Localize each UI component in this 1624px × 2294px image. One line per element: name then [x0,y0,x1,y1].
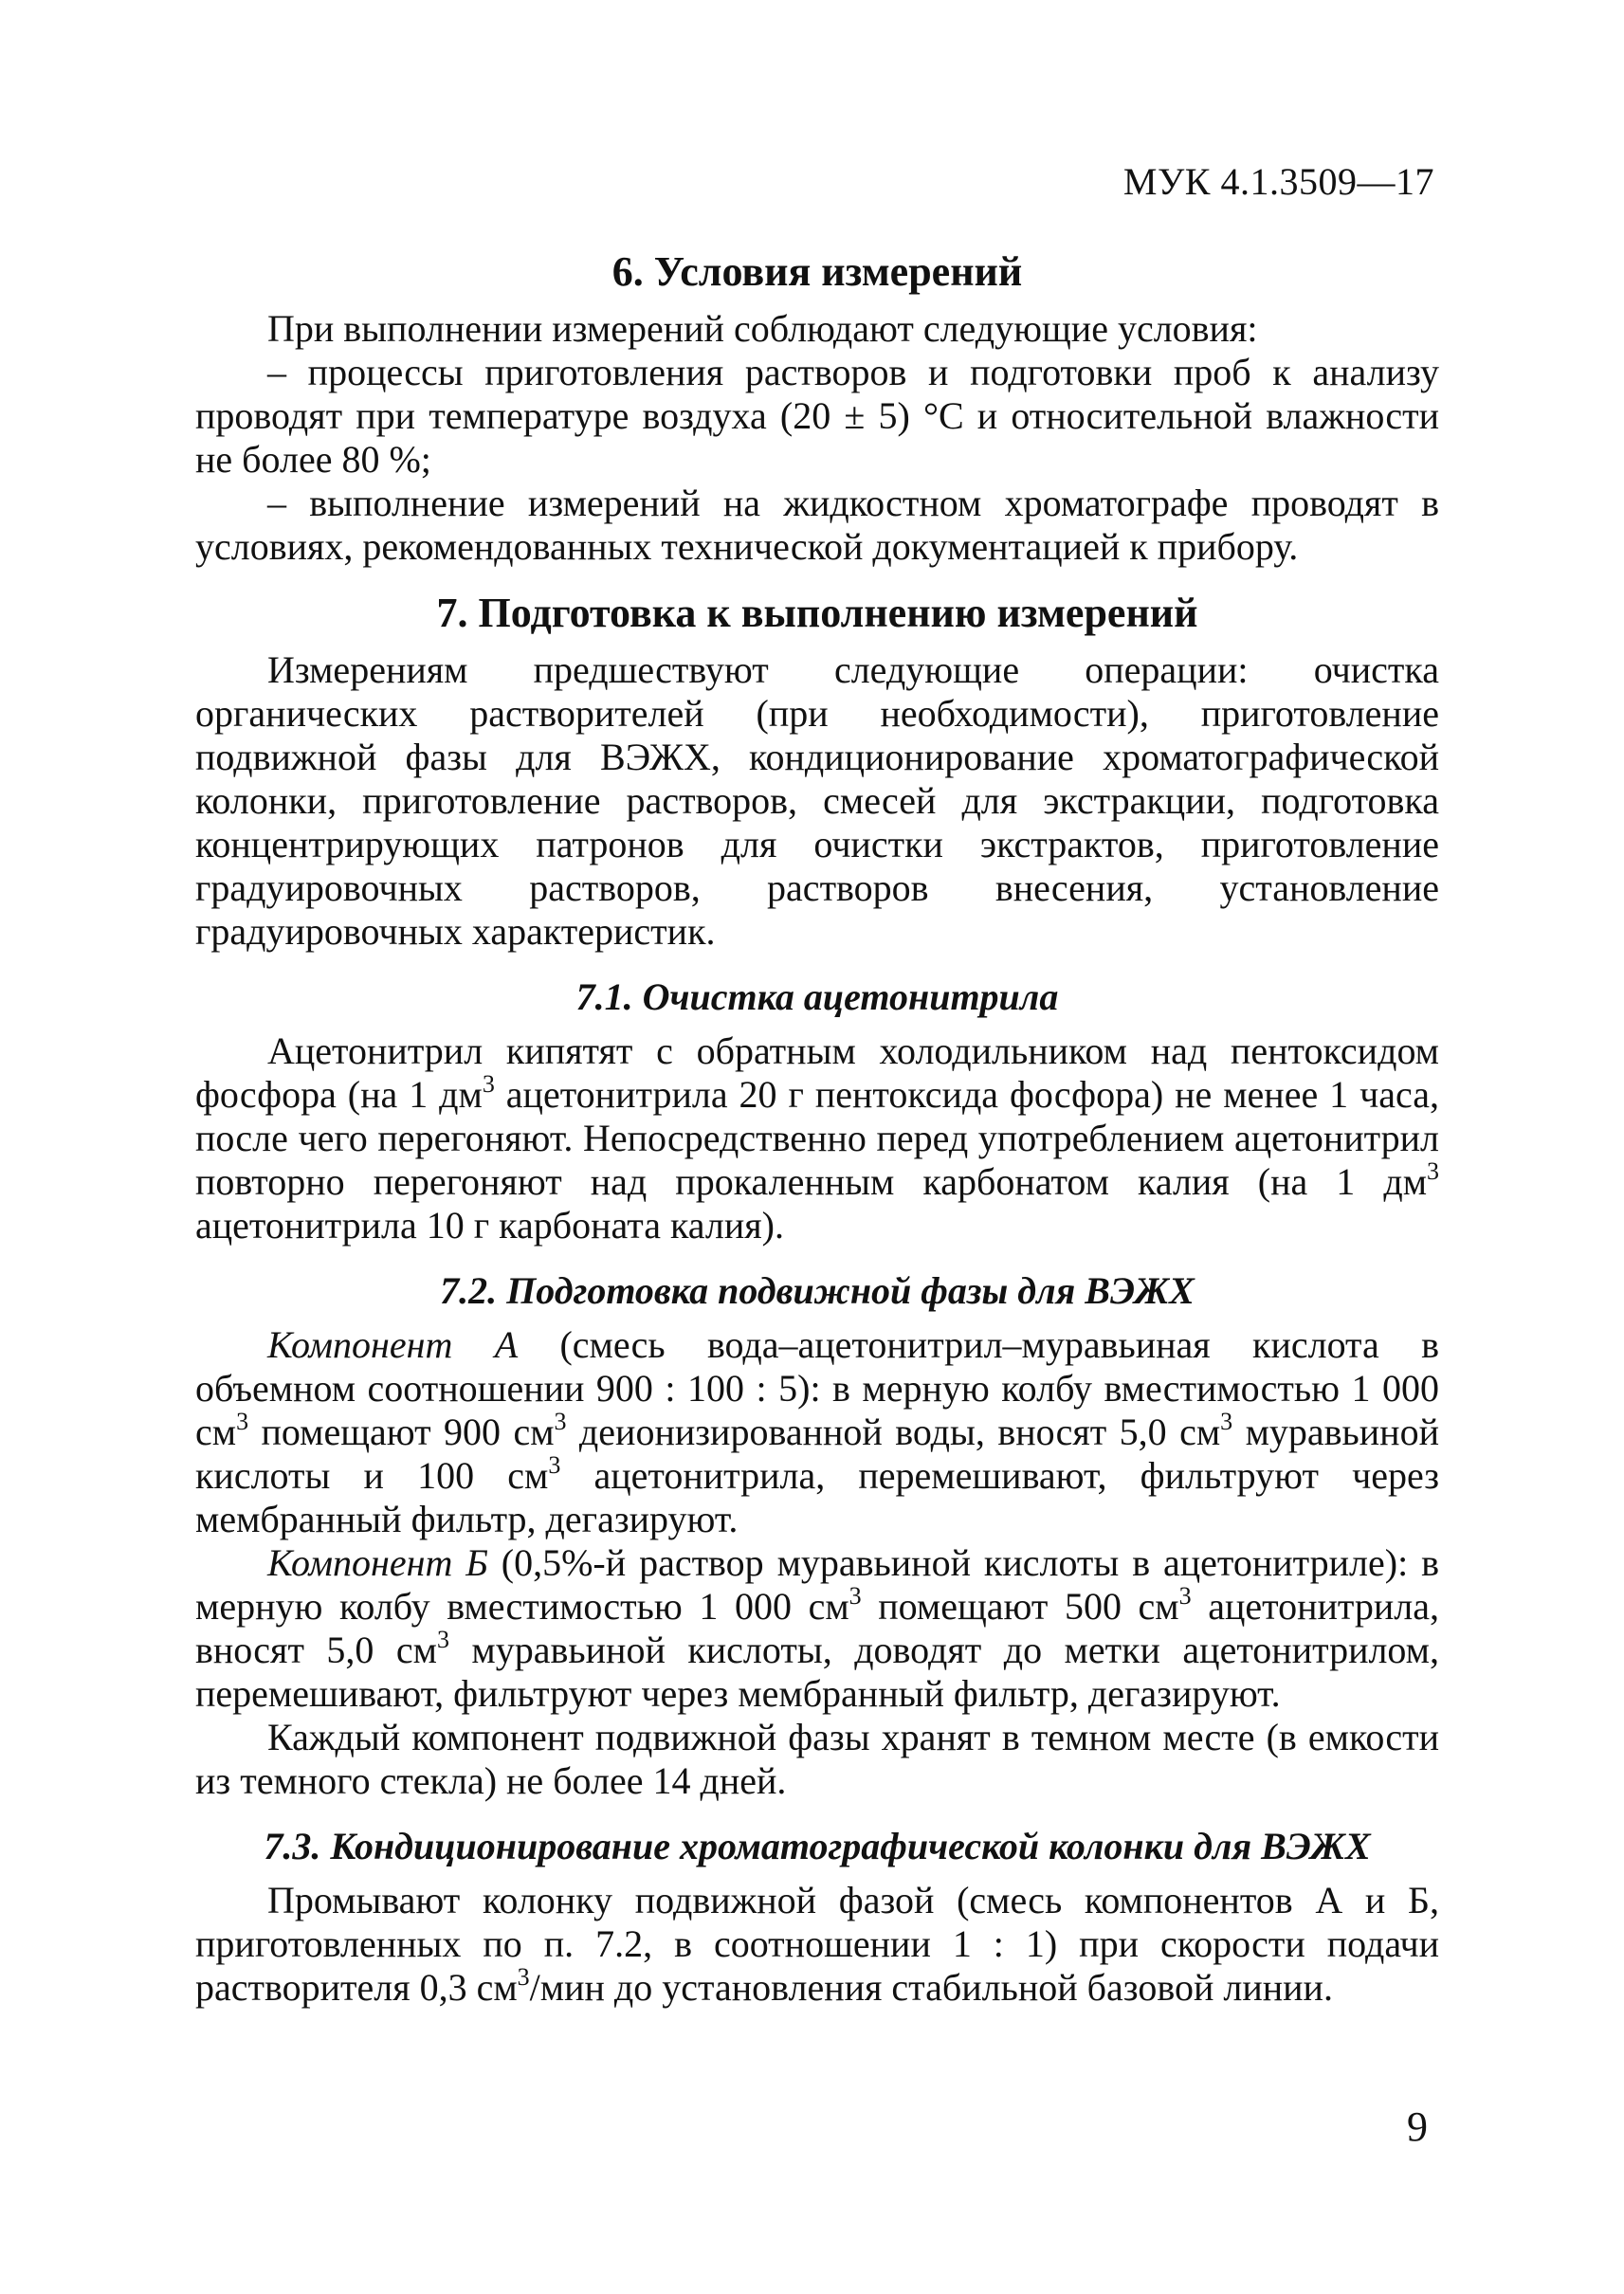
component-b-paragraph: Компонент Б (0,5%-й раствор муравьиной кислоты в ацетонитриле): в мерную колбу вместимостью 1 000 $см^3$ помещают 500 $см^3$ ацетонитрила, вносят 5,0 $см^3$ муравьиной кислоты, доводят до метки ацетонитрилом, перемешивают, фильтруют через мембранный фильтр, дегазируют. [195,1541,1439,1715]
subsection-7-2-title: 7.2. Подготовка подвижной фазы для ВЭЖХ [440,1269,1195,1312]
section-7-title: 7. Подготовка к выполнению измерений [436,590,1198,636]
subsection-7-3-paragraph: Промывают колонку подвижной фазой (смесь компонентов А и Б, приготовленных по п. 7.2, в соотношении 1 : 1) при скорости подачи растворителя 0,3 $см^3$/мин до установления стабильной базовой линии. [195,1879,1439,2009]
section-6-item-2: – выполнение измерений на жидкостном хроматографе проводят в условиях, рекомендованных технической документацией к прибору. [195,482,1439,568]
storage-paragraph: Каждый компонент подвижной фазы хранят в темном месте (в емкости из темного стекла) не более 14 дней. [195,1716,1439,1802]
section-6-intro: При выполнении измерений соблюдают следующие условия: [267,307,1258,350]
section-6-title: 6. Условия измерений [611,248,1023,295]
page-number: 9 [1407,2103,1428,2150]
component-a-paragraph: Компонент А (смесь вода–ацетонитрил–муравьиная кислота в объемном соотношении 900 : 100 : 5): в мерную колбу вместимостью 1 000 $см^3$ помещают 900 $см^3$ деионизированной воды, вносят 5,0 $см^3$ муравьиной кислоты и 100 $см^3$ ацетонитрила, перемешивают, фильтруют через мембранный фильтр, дегазируют. [195,1323,1440,1540]
section-7-intro: Измерениям предшествуют следующие операции: очистка органических растворителей (при необходимости), приготовление подвижной фазы для ВЭЖХ, кондиционирование хроматографической колонки, приготовление растворов, смесей для экстракции, подготовка концентрирующих патронов для очистки экстрактов, приготовление градуировочных растворов, растворов внесения, установление градуировочных характеристик. [195,648,1439,953]
document-code: МУК 4.1.3509—17 [1122,160,1434,203]
subsection-7-1-title: 7.1. Очистка ацетонитрила [575,975,1059,1018]
subsection-7-1-paragraph: Ацетонитрил кипятят с обратным холодильником над пентоксидом фосфора (на 1 $дм^3$ ацетонитрила 20 г пентоксида фосфора) не менее 1 часа, после чего перегоняют. Непосредственно перед употреблением ацетонитрил повторно перегоняют над прокаленным карбонатом калия (на 1 $дм^3$ ацетонитрила 10 г карбоната калия). [195,1029,1439,1247]
section-6-item-1: – процессы приготовления растворов и подготовки проб к анализу проводят при температуре воздуха (20 ± 5) °С и относительной влажности не более 80 %; [195,351,1439,481]
page-content [195,248,1439,2010]
subsection-7-3-title: 7.3. Кондиционирование хроматографической колонки для ВЭЖХ [264,1825,1371,1867]
